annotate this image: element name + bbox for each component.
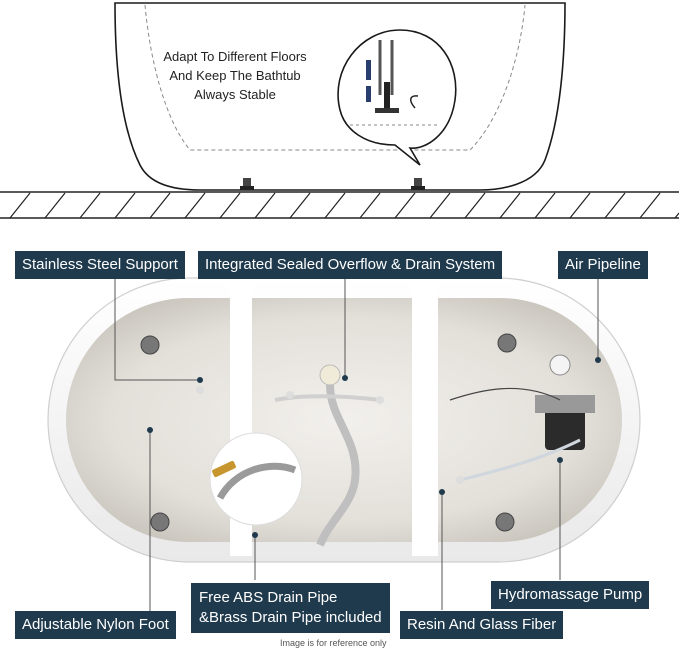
label-stainless-steel-support: Stainless Steel Support — [15, 251, 185, 279]
floor — [0, 192, 679, 218]
caption-line-2: And Keep The Bathtub — [169, 68, 301, 83]
drain-pipe-line-1: Free ABS Drain Pipe — [199, 589, 338, 606]
label-drain-pipe — [191, 583, 390, 633]
caption-line-3: Always Stable — [194, 87, 276, 102]
reference-footnote: Image is for reference only — [280, 638, 387, 648]
drain-pipe-inset — [210, 433, 302, 525]
caption-line-1: Adapt To Different Floors — [163, 49, 307, 64]
label-adjustable-nylon-foot: Adjustable Nylon Foot — [15, 611, 176, 639]
drain-pipe-line-2: &Brass Drain Pipe included — [199, 609, 382, 626]
floor-adaptation-caption — [150, 47, 320, 104]
label-air-pipeline: Air Pipeline — [558, 251, 648, 279]
label-overflow-drain-system: Integrated Sealed Overflow & Drain System — [198, 251, 502, 279]
tub-underside — [48, 278, 640, 562]
label-resin-glass-fiber: Resin And Glass Fiber — [400, 611, 563, 639]
label-hydromassage-pump: Hydromassage Pump — [491, 581, 649, 609]
